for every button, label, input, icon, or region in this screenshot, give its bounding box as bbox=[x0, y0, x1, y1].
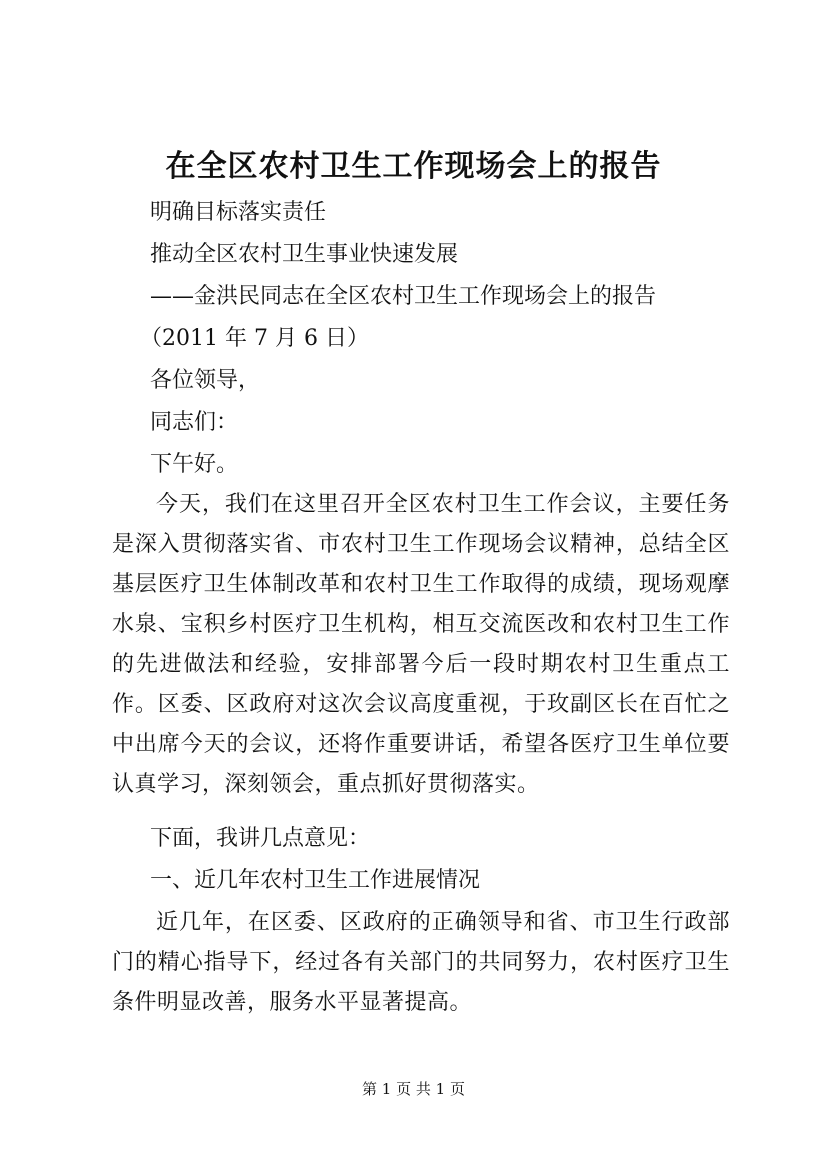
document-title: 在全区农村卫生工作现场会上的报告 bbox=[165, 149, 662, 184]
paragraph-progress: 近几年，在区委、区政府的正确领导和省、市卫生行政部门的精心指导下，经过各有关部门的共同努力，农村医疗卫生条件明显改善，服务水平显著提高。 bbox=[112, 910, 730, 1015]
paragraph-opening: 今天，我们在这里召开全区农村卫生工作会议，主要任务是深入贯彻落实省、市农村卫生工作现场会议精神，总结全区基层医疗卫生体制改革和农村卫生工作取得的成绩，现场观摩水泉、宝积乡村医疗卫生机构，相互交流医改和农村卫生工作的先进做法和经验，安排部署今后一段时期农村卫生重点工作。区委、区政府对这次会议高度重视，于玫副区长在百忙之中出席今天的会议，还将作重要讲话，希望各医疗卫生单位要认真学习，深刻领会，重点抓好贯彻落实。 bbox=[112, 492, 730, 797]
page-number-footer: 第 1 页 共 1 页 bbox=[362, 1080, 465, 1098]
report-date: （2011 年 7 月 6 日） bbox=[140, 326, 369, 351]
byline: ——金洪民同志在全区农村卫生工作现场会上的报告 bbox=[150, 284, 657, 309]
transition-line: 下面，我讲几点意见： bbox=[150, 826, 371, 851]
subtitle-line-1: 明确目标落实责任 bbox=[150, 200, 327, 225]
salutation-leaders: 各位领导， bbox=[150, 368, 261, 393]
subtitle-line-2: 推动全区农村卫生事业快速发展 bbox=[150, 242, 459, 267]
section-heading-1: 一、近几年农村卫生工作进展情况 bbox=[150, 868, 481, 893]
greeting: 下午好。 bbox=[150, 452, 239, 477]
salutation-comrades: 同志们： bbox=[150, 410, 239, 435]
